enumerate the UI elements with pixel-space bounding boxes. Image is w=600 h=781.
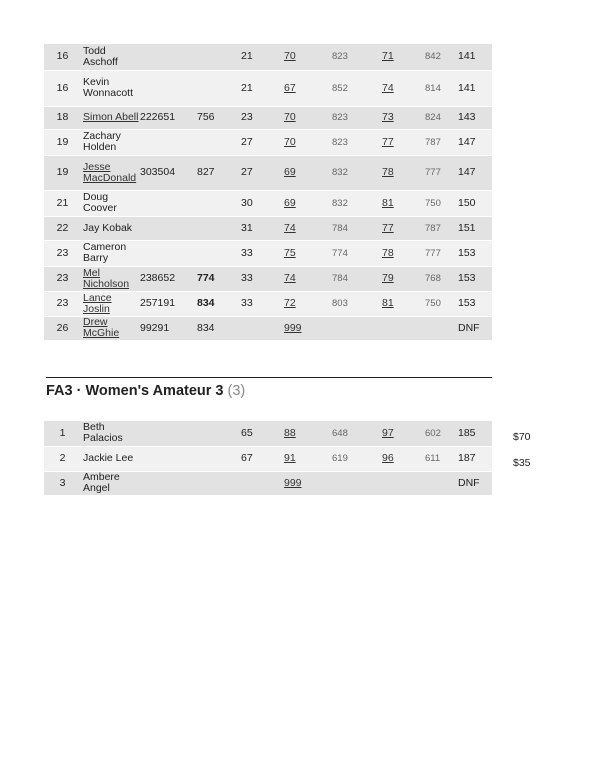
round2-score-cell-link[interactable]: 73	[382, 111, 394, 123]
round1-score-cell[interactable]	[284, 129, 332, 155]
round1-rating-cell: 852	[332, 82, 348, 94]
player-rating-cell	[197, 44, 241, 70]
place-cell: 19	[56, 135, 69, 148]
round-diff-cell: 21	[241, 81, 253, 94]
pdga-number-cell: 99291	[140, 321, 170, 334]
round1-score-cell-link[interactable]: 70	[284, 111, 296, 123]
player-name-cell[interactable]	[81, 155, 140, 190]
table-row	[44, 155, 492, 190]
round2-score-cell[interactable]	[382, 216, 425, 240]
round2-rating-cell: 768	[425, 273, 441, 284]
player-name-cell: Kevin Wonnacott	[83, 76, 134, 99]
round1-score-cell[interactable]	[284, 240, 332, 266]
round1-score-cell-link[interactable]: 70	[284, 50, 296, 63]
player-name-cell-link[interactable]: Jesse MacDonald	[83, 160, 137, 184]
round2-rating-cell: 824	[425, 112, 441, 123]
total-cell: DNF	[458, 476, 480, 489]
round1-score-cell-link[interactable]: 70	[284, 135, 296, 148]
payout-amount: $35	[513, 457, 531, 469]
table-row	[44, 70, 492, 106]
total-cell: 147	[458, 135, 476, 148]
player-name-cell-link[interactable]: Mel Nicholson	[83, 266, 130, 290]
round1-score-cell-link[interactable]: 88	[284, 426, 296, 439]
round2-score-cell-link[interactable]: 78	[382, 246, 394, 259]
table-row	[44, 190, 492, 216]
round1-score-cell[interactable]	[284, 446, 332, 471]
division-code: FA3	[46, 383, 73, 399]
division-title: Women's Amateur 3	[85, 383, 224, 399]
division-heading	[46, 377, 492, 399]
round2-score-cell[interactable]	[382, 70, 425, 106]
round1-score-cell-link[interactable]: 999	[284, 321, 302, 334]
player-rating-cell	[197, 190, 241, 216]
round1-score-cell-link[interactable]: 999	[284, 476, 302, 489]
round2-rating-cell: 787	[425, 222, 441, 234]
round-diff-cell: 33	[241, 246, 253, 259]
round2-score-cell-link[interactable]: 81	[382, 297, 394, 309]
round1-rating-cell: 774	[332, 247, 348, 259]
place-cell: 23	[56, 272, 69, 284]
table-row	[44, 421, 492, 446]
round-diff-cell: 27	[241, 166, 253, 178]
round2-rating-cell: 602	[425, 427, 441, 439]
player-name-cell[interactable]	[81, 106, 140, 129]
pdga-number-cell	[140, 190, 197, 216]
round2-score-cell[interactable]	[382, 316, 425, 340]
total-cell: 153	[458, 272, 476, 284]
place-cell: 26	[56, 321, 69, 334]
round2-score-cell[interactable]	[382, 190, 425, 216]
pdga-number-cell	[140, 446, 197, 471]
place-cell: 19	[56, 166, 69, 178]
round2-rating-cell: 842	[425, 51, 441, 63]
round1-score-cell[interactable]	[284, 266, 332, 291]
round1-rating-cell: 832	[332, 167, 348, 178]
player-rating-cell: 756	[197, 111, 215, 123]
round2-score-cell-link[interactable]: 77	[382, 135, 394, 148]
round1-score-cell[interactable]	[284, 421, 332, 446]
pdga-number-cell	[140, 240, 197, 266]
player-rating-cell	[197, 421, 241, 446]
player-rating-cell	[197, 70, 241, 106]
round1-rating-cell	[332, 316, 382, 340]
round2-score-cell[interactable]	[382, 240, 425, 266]
player-rating-cell	[197, 471, 241, 495]
round1-score-cell[interactable]	[284, 291, 332, 316]
round-diff-cell	[241, 316, 284, 340]
round2-score-cell[interactable]	[382, 471, 425, 495]
round1-rating-cell: 803	[332, 298, 348, 309]
round-diff-cell: 31	[241, 221, 253, 234]
round-diff-cell: 27	[241, 135, 253, 148]
player-rating-cell	[197, 129, 241, 155]
total-cell: 147	[458, 166, 476, 178]
round1-score-cell-link[interactable]: 67	[284, 81, 296, 94]
round1-rating-cell: 823	[332, 136, 348, 148]
table-row	[44, 129, 492, 155]
round2-score-cell[interactable]	[382, 44, 425, 70]
round2-score-cell[interactable]	[382, 155, 425, 190]
player-rating-cell: 834	[197, 321, 215, 334]
pdga-number-cell	[140, 471, 197, 495]
total-cell: 141	[458, 50, 476, 63]
player-name-cell[interactable]	[81, 266, 140, 291]
round1-score-cell-link[interactable]: 74	[284, 272, 296, 284]
player-name-cell: Beth Palacios	[83, 421, 123, 445]
round1-score-cell[interactable]	[284, 216, 332, 240]
player-name-cell[interactable]	[81, 291, 140, 316]
round2-rating-cell: 750	[425, 298, 441, 309]
place-cell: 23	[56, 246, 69, 259]
round1-score-cell[interactable]	[284, 44, 332, 70]
round1-score-cell[interactable]	[284, 70, 332, 106]
total-cell: 153	[458, 246, 476, 259]
round2-score-cell[interactable]	[382, 106, 425, 129]
round1-score-cell[interactable]	[284, 155, 332, 190]
pdga-number-cell	[140, 216, 197, 240]
place-cell: 16	[56, 50, 69, 63]
player-name-cell-link[interactable]: Simon Abell	[83, 111, 139, 123]
player-rating-cell: 827	[197, 166, 215, 178]
round1-rating-cell: 784	[332, 222, 348, 234]
round1-score-cell-link[interactable]: 72	[284, 297, 296, 309]
player-rating-cell: 774	[197, 272, 215, 284]
total-cell: 141	[458, 81, 476, 94]
round2-rating-cell: 611	[425, 453, 441, 464]
place-cell: 21	[56, 196, 69, 209]
round1-rating-cell: 648	[332, 427, 348, 439]
round-diff-cell	[241, 471, 284, 495]
division-count: (3)	[227, 383, 246, 399]
player-name-cell: Doug Coover	[83, 191, 117, 214]
round1-score-cell[interactable]	[284, 106, 332, 129]
round-diff-cell: 67	[241, 452, 253, 464]
round2-score-cell-link[interactable]: 71	[382, 50, 394, 63]
round2-score-cell-link[interactable]: 77	[382, 221, 394, 234]
round2-score-cell[interactable]	[382, 446, 425, 471]
round1-score-cell-link[interactable]: 74	[284, 221, 296, 234]
total-cell: 153	[458, 297, 476, 309]
round1-score-cell[interactable]	[284, 316, 332, 340]
player-rating-cell: 834	[197, 297, 215, 309]
player-name-cell: Jackie Lee	[83, 452, 134, 464]
table-row	[44, 44, 492, 70]
place-cell: 2	[59, 452, 66, 464]
pdga-number-cell: 303504	[140, 166, 176, 178]
place-cell: 18	[56, 111, 69, 123]
round1-rating-cell	[332, 471, 382, 495]
round2-rating-cell: 777	[425, 167, 441, 178]
round-diff-cell: 33	[241, 297, 253, 309]
round1-score-cell-link[interactable]: 75	[284, 246, 296, 259]
round1-score-cell[interactable]	[284, 471, 332, 495]
round1-score-cell[interactable]	[284, 190, 332, 216]
table-row	[44, 291, 492, 316]
payout-amount: $70	[513, 431, 531, 443]
place-cell: 1	[59, 426, 66, 439]
player-rating-cell	[197, 240, 241, 266]
round-diff-cell: 23	[241, 111, 253, 123]
player-name-cell-link[interactable]: Drew McGhie	[83, 316, 120, 339]
place-cell: 16	[56, 81, 69, 94]
round2-score-cell-link[interactable]: 81	[382, 196, 394, 209]
round2-score-cell[interactable]	[382, 421, 425, 446]
round2-rating-cell	[425, 316, 458, 340]
total-cell: 143	[458, 111, 476, 123]
place-cell: 23	[56, 297, 69, 309]
total-cell: 151	[458, 221, 476, 234]
player-name-cell: Jay Kobak	[83, 221, 133, 234]
total-cell: 185	[458, 426, 476, 439]
round2-score-cell[interactable]	[382, 266, 425, 291]
pdga-number-cell	[140, 129, 197, 155]
round2-rating-cell	[425, 471, 458, 495]
player-name-cell: Ambere Angel	[83, 471, 120, 494]
results-table-top	[44, 44, 492, 341]
round1-rating-cell: 619	[332, 453, 348, 464]
round1-rating-cell: 823	[332, 51, 348, 63]
table-row	[44, 216, 492, 240]
table-row	[44, 316, 492, 340]
pdga-number-cell	[140, 421, 197, 446]
round1-score-cell-link[interactable]: 69	[284, 196, 296, 209]
total-cell: 150	[458, 196, 476, 209]
player-name-cell: Zachary Holden	[83, 130, 121, 153]
total-cell: DNF	[458, 321, 480, 334]
player-rating-cell	[197, 446, 241, 471]
pdga-number-cell	[140, 70, 197, 106]
round2-score-cell-link[interactable]: 78	[382, 166, 394, 178]
round2-score-cell-link[interactable]: 79	[382, 272, 394, 284]
pdga-number-cell: 238652	[140, 272, 176, 284]
round2-rating-cell: 750	[425, 197, 441, 209]
round-diff-cell: 21	[241, 50, 253, 63]
pdga-number-cell: 257191	[140, 297, 176, 309]
table-row	[44, 266, 492, 291]
round2-score-cell[interactable]	[382, 291, 425, 316]
table-row	[44, 106, 492, 129]
place-cell: 3	[59, 476, 66, 489]
round2-score-cell[interactable]	[382, 129, 425, 155]
player-rating-cell	[197, 216, 241, 240]
round2-score-cell-link[interactable]: 97	[382, 426, 394, 439]
round2-rating-cell: 814	[425, 82, 441, 94]
total-cell: 187	[458, 452, 476, 464]
place-cell: 22	[56, 221, 69, 234]
round1-rating-cell: 784	[332, 273, 348, 284]
round2-rating-cell: 787	[425, 136, 441, 148]
round-diff-cell: 30	[241, 196, 253, 209]
round2-rating-cell: 777	[425, 247, 441, 259]
table-row	[44, 471, 492, 495]
pdga-number-cell: 222651	[140, 111, 176, 123]
division-separator: ·	[72, 383, 86, 399]
player-name-cell: Todd Aschoff	[83, 44, 118, 68]
round-diff-cell: 33	[241, 272, 253, 284]
round-diff-cell: 65	[241, 426, 253, 439]
round1-rating-cell: 823	[332, 112, 348, 123]
player-name-cell-link[interactable]: Lance Joslin	[83, 291, 112, 315]
player-name-cell[interactable]	[81, 316, 140, 340]
table-row	[44, 240, 492, 266]
player-name-cell: Cameron Barry	[83, 241, 127, 264]
round1-score-cell-link[interactable]: 69	[284, 166, 296, 178]
pdga-number-cell	[140, 44, 197, 70]
round1-score-cell-link[interactable]: 91	[284, 452, 296, 464]
round1-rating-cell: 832	[332, 197, 348, 209]
round2-score-cell-link[interactable]: 96	[382, 452, 394, 464]
table-row	[44, 446, 492, 471]
round2-score-cell-link[interactable]: 74	[382, 81, 394, 94]
results-table-bottom	[44, 421, 492, 496]
